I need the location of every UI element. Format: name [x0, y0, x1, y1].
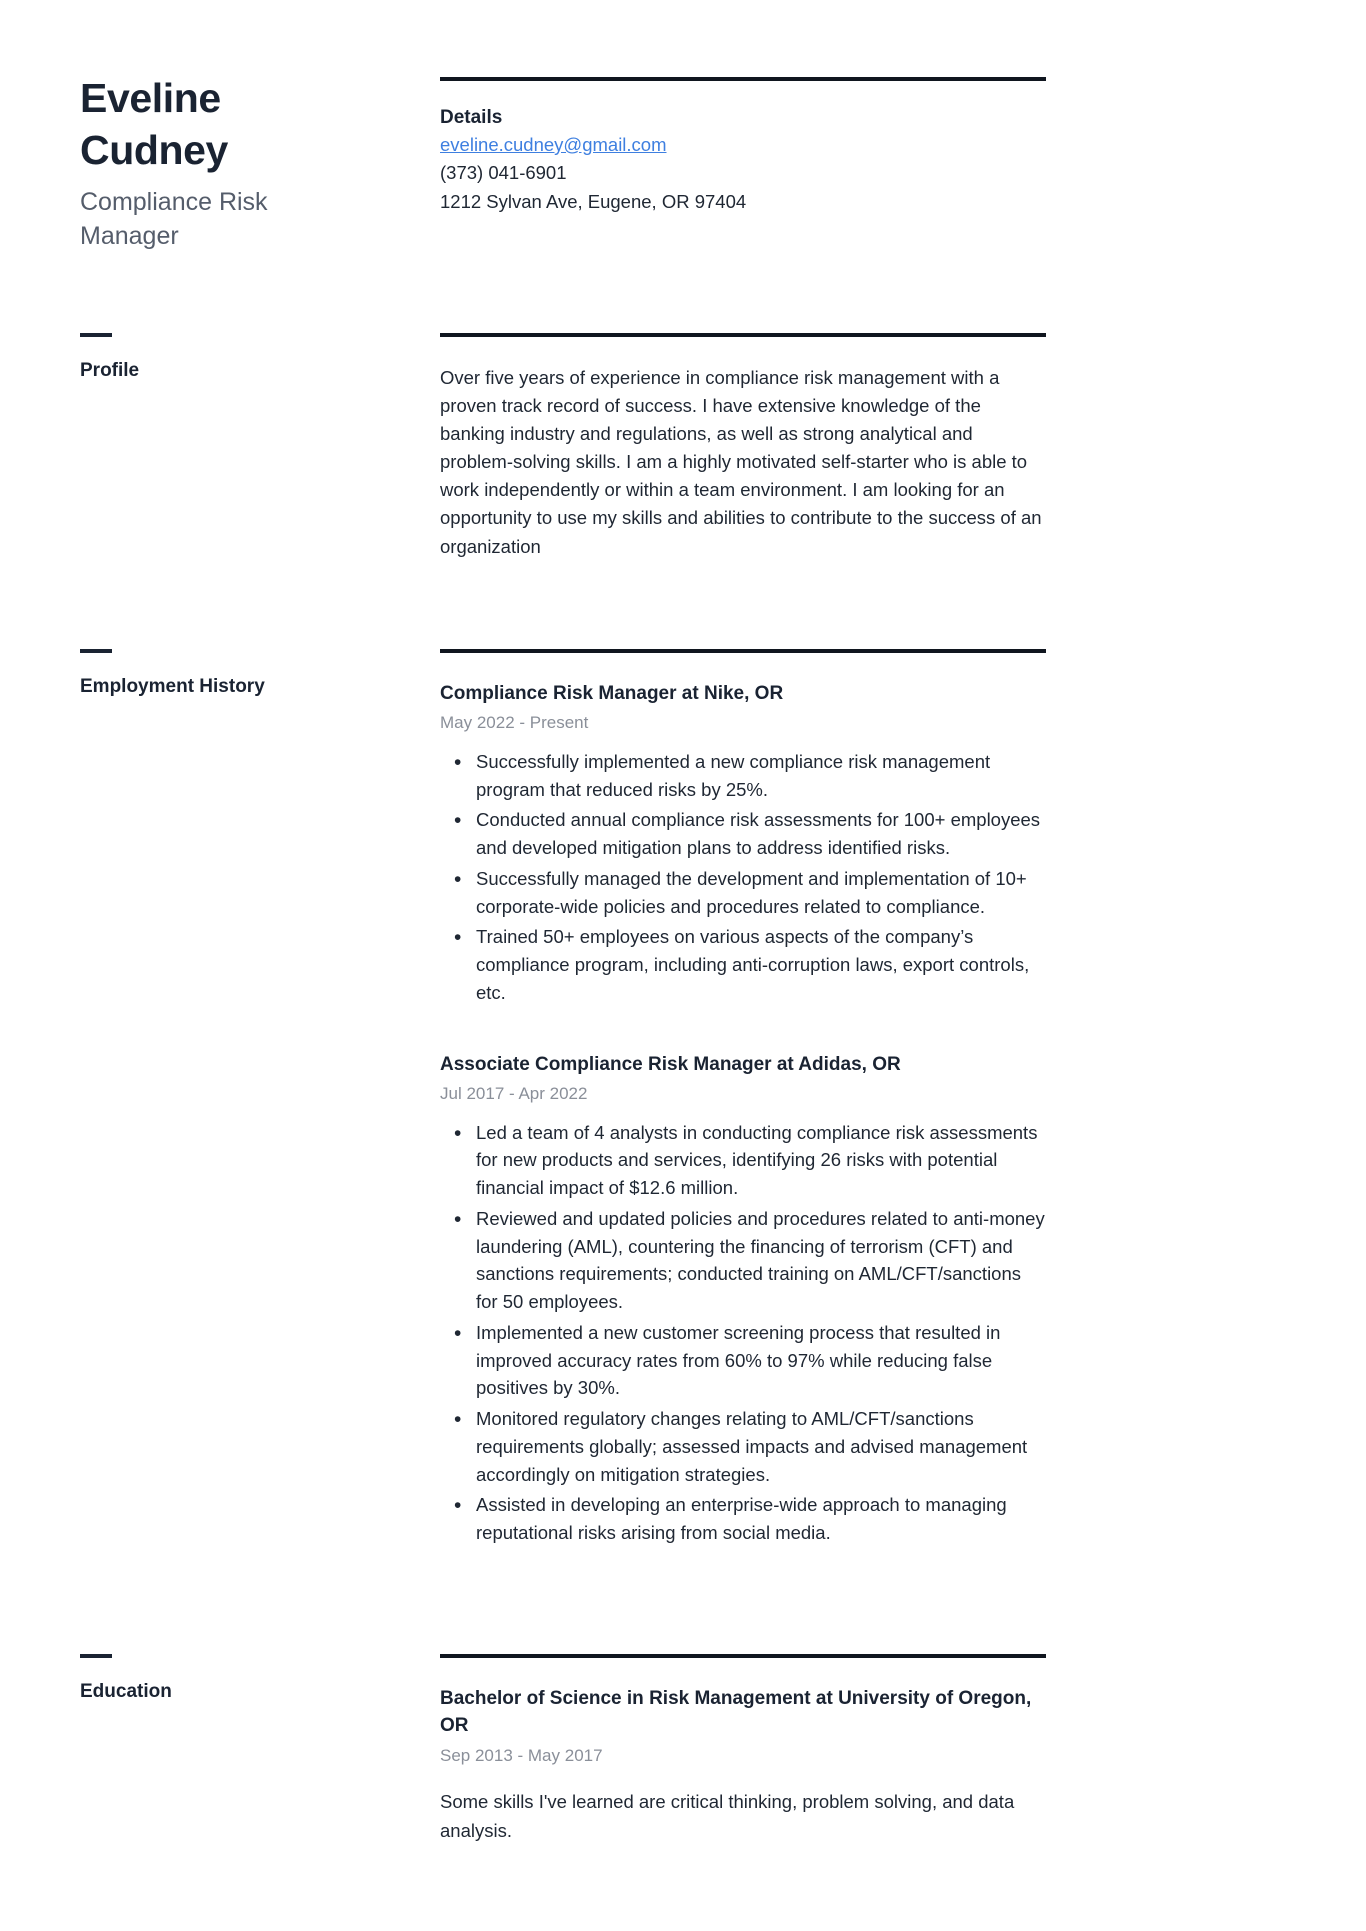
job-bullet: • Trained 50+ employees on various aspects of the company’s compliance program, including anti-corruption laws, export controls, etc.: [440, 923, 1046, 1006]
education-entry: [440, 1685, 1046, 1845]
job-title: Associate Compliance Risk Manager at Adidas, OR: [440, 1053, 901, 1075]
details-email-row: [440, 131, 1046, 159]
profile-section-rule: [440, 333, 1046, 337]
section-label-employment-history: Employment History: [80, 675, 265, 697]
details-phone: (373) 041-6901: [440, 162, 567, 184]
spacer-after-header: [80, 253, 1046, 333]
spacer-after-employment: [80, 1550, 1046, 1654]
employment-section-label-column: [80, 649, 440, 700]
employment-section: [80, 649, 1046, 1550]
job-bullet: • Successfully managed the development and implementation of 10+ corporate-wide policies and procedures related to compliance.: [440, 865, 1046, 921]
education-section-rule: [440, 1654, 1046, 1658]
profile-section: [80, 333, 1046, 561]
candidate-name: [80, 72, 300, 177]
candidate-name-line-1: Eveline: [80, 75, 221, 121]
details-address: 1212 Sylvan Ave, Eugene, OR 97404: [440, 190, 747, 212]
section-label-education: Education: [80, 1680, 172, 1702]
employment-section-rule: [440, 649, 1046, 653]
job-title: Compliance Risk Manager at Nike, OR: [440, 682, 784, 704]
details-heading: Details: [440, 107, 503, 128]
header-identity: [80, 62, 440, 253]
job-bullet: • Assisted in developing an enterprise-wide approach to managing reputational risks arising from social media.: [440, 1491, 1046, 1547]
profile-text: Over five years of experience in compliance risk management with a proven track record of success. I have extensive knowledge of the banking industry and regulations, as well as strong analytical and problem-solving skills. I am a highly motivated self-starter who is able to work independently or within a team environment. I am looking for an opportunity to use my skills and abilities to contribute to the success of an organization: [440, 366, 1042, 557]
section-label-profile: Profile: [80, 359, 140, 381]
job-date-range: Jul 2017 - Apr 2022: [440, 1084, 588, 1104]
job-bullet-list: [440, 748, 1046, 1007]
job-bullet: • Successfully implemented a new compliance risk management program that reduced risks by 25%.: [440, 748, 1046, 804]
job-bullet-list: [440, 1119, 1046, 1547]
degree-description: Some skills I've learned are critical thinking, problem solving, and data analysis.: [440, 1791, 1015, 1841]
employment-section-content: [440, 649, 1046, 1550]
dash-icon: [80, 649, 112, 653]
spacer-after-profile: [80, 561, 1046, 649]
job-bullet: • Reviewed and updated policies and procedures related to anti-money laundering (AML), countering the financing of terrorism (CFT) and sanctions requirements; conducted training on AML/CFT/sanctions for 50 employees.: [440, 1205, 1046, 1316]
education-section: [80, 1654, 1046, 1845]
job-bullet: • Monitored regulatory changes relating to AML/CFT/sanctions requirements globally; assessed impacts and advised management accordingly on mitigation strategies.: [440, 1405, 1046, 1488]
dash-icon: [80, 1654, 112, 1658]
employment-entry: [440, 1051, 1046, 1547]
education-section-label-column: [80, 1654, 440, 1705]
job-bullet: • Implemented a new customer screening process that resulted in improved accuracy rates from 60% to 97% while reducing false positives by 30%.: [440, 1319, 1046, 1402]
profile-section-content: [440, 333, 1046, 561]
resume-header: [80, 62, 1046, 253]
degree-date-range: Sep 2013 - May 2017: [440, 1745, 603, 1765]
job-bullet: • Conducted annual compliance risk assessments for 100+ employees and developed mitigation plans to address identified risks.: [440, 806, 1046, 862]
job-bullet: • Led a team of 4 analysts in conducting compliance risk assessments for new products and services, identifying 26 risks with potential financial impact of $12.6 million.: [440, 1119, 1046, 1202]
profile-section-label-column: [80, 333, 440, 384]
email-link[interactable]: eveline.cudney@gmail.com: [440, 134, 667, 155]
candidate-name-line-2: Cudney: [80, 127, 228, 174]
job-date-range: May 2022 - Present: [440, 713, 589, 733]
candidate-job-title: Compliance Risk Manager: [80, 187, 268, 250]
degree-title: Bachelor of Science in Risk Management at University of Oregon, OR: [440, 1687, 1032, 1737]
employment-entry: [440, 680, 1046, 1007]
details-section-rule: [440, 77, 1046, 81]
dash-icon: [80, 333, 112, 337]
details-section: [440, 62, 1046, 216]
education-section-content: [440, 1654, 1046, 1845]
